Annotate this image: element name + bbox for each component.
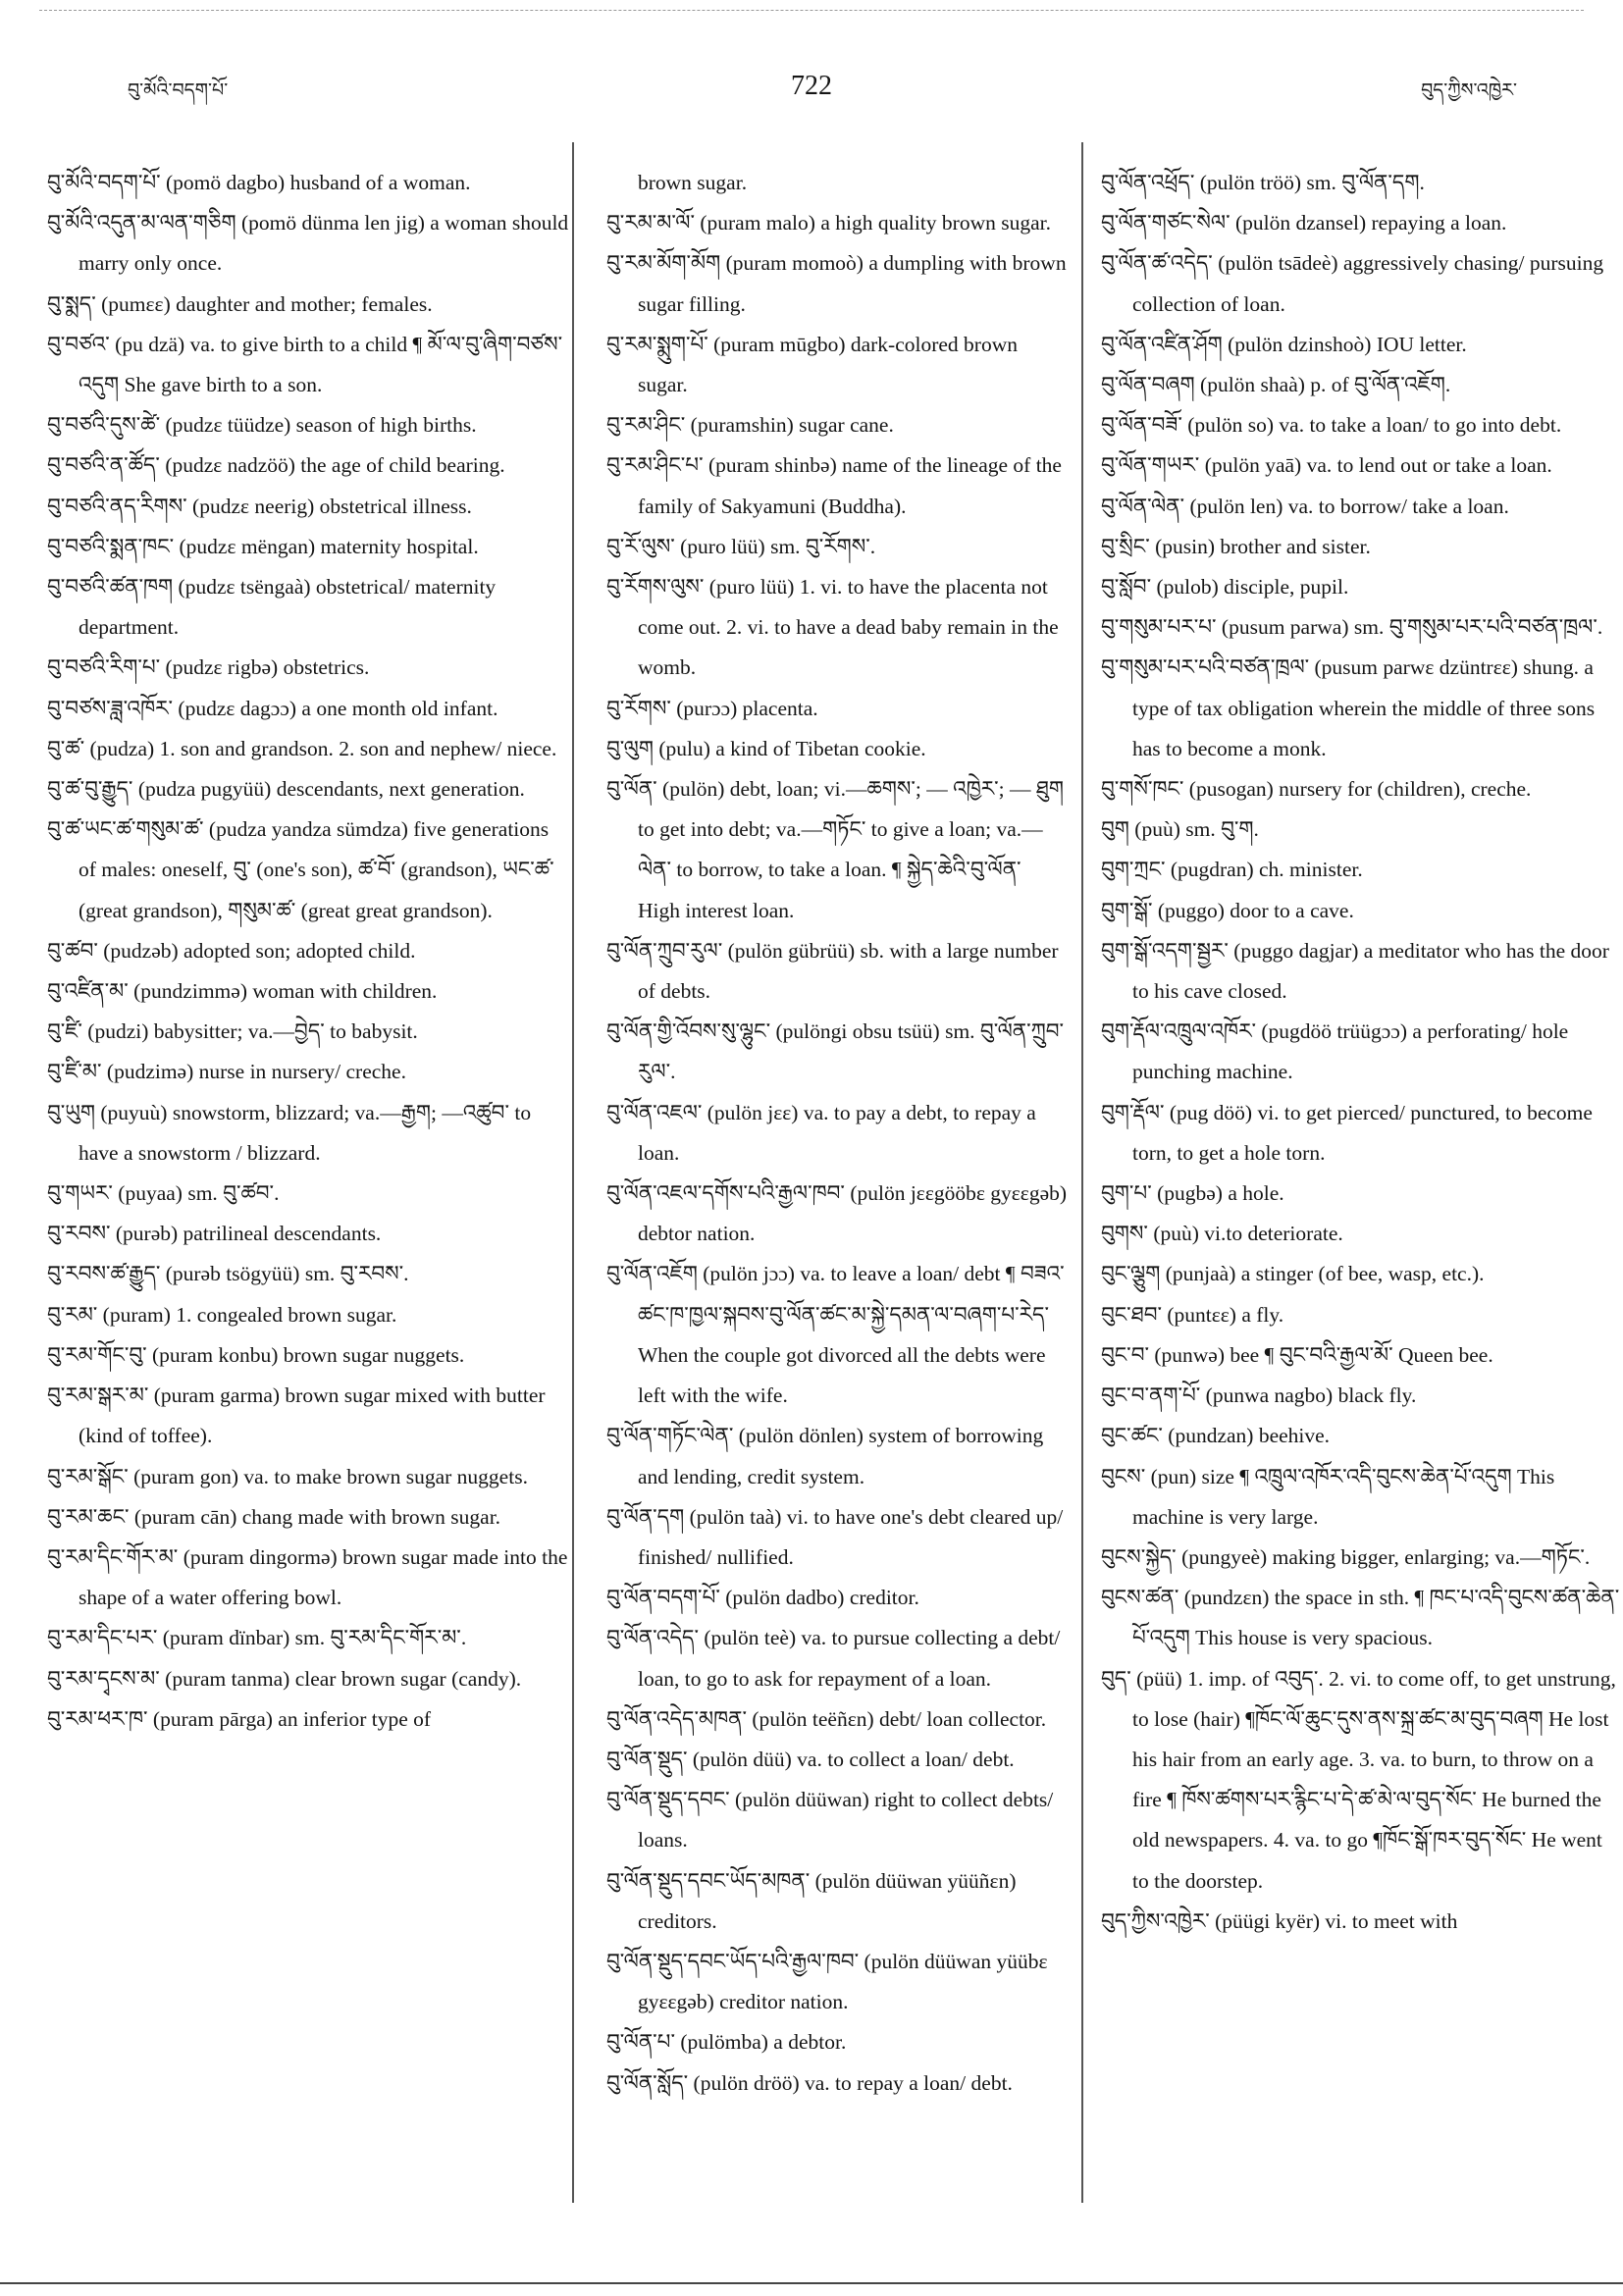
- page-number: 722: [791, 71, 832, 101]
- dictionary-entry: བུ་ལོན་འཛིན་ཤོག (pulön dzinshoò) IOU letter.: [1101, 332, 1467, 356]
- dictionary-entry: བུ་རམ་མོག་མོག (puram momoò) a dumpling with brown sugar filling.: [606, 251, 1067, 316]
- dictionary-entry: བུ་རམ་ཆང་ (puram cān) chang made with brown sugar.: [47, 1504, 501, 1529]
- running-head-right: བུད་ཀྱིས་འཁྱེར་: [1421, 79, 1517, 101]
- dictionary-entry: བུ་ལུག (pulu) a kind of Tibetan cookie.: [606, 736, 926, 760]
- dictionary-entry: བུགས་ (puù) vi.to deteriorate.: [1101, 1222, 1343, 1246]
- dictionary-entry: བུ་ལོན་གྱི་འོབས་སུ་ལྷུང་ (pulöngi obsu tsüü) sm. བུ་ལོན་ཀྲུབ་རུལ་.: [606, 1019, 1065, 1084]
- dictionary-entry: བུ་བཙས་ཟླ་འཁོར་ (pudzε dagɔɔ) a one month old infant.: [47, 696, 498, 720]
- dictionary-entry: བུ་ལོན་འཕྲོད་ (pulön tröö) sm. བུ་ལོན་དག.: [1101, 171, 1425, 194]
- column-right: [1101, 163, 1621, 1942]
- dictionary-entry: བུ་ལོན་ཚ་འདེད་ (pulön tsādeè) aggressively chasing/ pursuing collection of loan.: [1101, 251, 1604, 316]
- dictionary-entry: བུ་གསུམ་པར་པ་ (pusum parwa) sm. བུ་གསུམ་པར་པའི་བཙན་ཁྲལ་.: [1101, 615, 1603, 640]
- dictionary-entry: བུ་ཚ་བུ་རྒྱུད་ (pudza pugyüü) descendants, next generation.: [47, 777, 525, 802]
- column-divider: [1081, 142, 1083, 2203]
- dictionary-entry: བུ་རབས་ (purəb) patrilineal descendants.: [47, 1222, 382, 1246]
- dictionary-entry: བུ་སློབ་ (pulob) disciple, pupil.: [1101, 575, 1349, 600]
- dictionary-entry: བུ་རམ་ཤིང་ (puramshin) sugar cane.: [606, 413, 894, 438]
- column-middle: [606, 163, 1068, 2104]
- dictionary-entry: བུང་བ་ནག་པོ་ (punwa nagbo) black fly.: [1101, 1383, 1417, 1408]
- dictionary-entry: བུ་བཙའི་རིག་པ་ (pudzε rigbə) obstetrics.: [47, 655, 370, 680]
- dictionary-entry: བུ་བཙའི་ནད་རིགས་ (pudzε neerig) obstetrical illness.: [47, 494, 472, 518]
- dictionary-entry: བུ་ལོན་འཇོག (pulön jɔɔ) va. to leave a loan/ debt ¶ བཟའ་ཚང་ཁ་ཁྱལ་སྐབས་བུ་ལོན་ཚང་མ་སྐྱེ་དམན་ལ་བཞག་པ་རེད་ When the couple got divorced all the debts were left with the wife.: [606, 1262, 1065, 1408]
- dictionary-entry: བུག་སྒོ་ (puggo) door to a cave.: [1101, 898, 1354, 922]
- dictionary-entry: བུ་ལོན་སྡུད་དབང་ (pulön düüwan) right to collect debts/ loans.: [606, 1788, 1054, 1852]
- column-divider: [572, 142, 574, 2203]
- dictionary-entry: བུ་རམ་སྒར་མ་ (puram garma) brown sugar mixed with butter (kind of toffee).: [47, 1383, 546, 1448]
- dictionary-entry: བུ་ལོན་བཟོ་ (pulön so) va. to take a loan/ to go into debt.: [1101, 413, 1562, 438]
- dictionary-entry: བུངས་ (pun) size ¶ འཁྲུལ་འཁོར་འདི་བུངས་ཆེན་པོ་འདུག This machine is very large.: [1101, 1464, 1555, 1529]
- running-head-left: བུ་མོའི་བདག་པོ་: [128, 79, 229, 101]
- dictionary-entry: བུ་བཙའི་དུས་ཚེ་ (pudzε tüüdze) season of high births.: [47, 413, 477, 438]
- dictionary-entry: བུ་རབས་ཚ་རྒྱུད་ (purəb tsögyüü) sm. བུ་རབས་.: [47, 1262, 409, 1286]
- dictionary-entry: བུ་བཙའི་སྨན་ཁང་ (pudzε mëngan) maternity hospital.: [47, 534, 479, 558]
- dictionary-entry: བུ་ལོན་བདག་པོ་ (pulön dadbo) creditor.: [606, 1586, 919, 1610]
- entry-continuation: brown sugar.: [638, 171, 748, 194]
- dictionary-entry: བུ་ལོན་སྡུད་ (pulön düü) va. to collect a loan/ debt.: [606, 1747, 1015, 1771]
- dictionary-entry: བུ་སྲིང་ (pusin) brother and sister.: [1101, 534, 1371, 558]
- dictionary-entry: བུ་བཙའི་ན་ཚོད་ (pudzε nadzöö) the age of child bearing.: [47, 453, 505, 478]
- dictionary-entry: བུ་རམ་དིང་གོར་མ་ (puram dingormə) brown sugar made into the shape of a water offering bowl.: [47, 1544, 568, 1610]
- dictionary-entry: བུ་ལོན་འདེད་ (pulön teè) va. to pursue collecting a debt/ loan, to go to ask for repayment of a loan.: [606, 1626, 1061, 1691]
- dictionary-entry: བུ་ཚ་ (pudza) 1. son and grandson. 2. son and nephew/ niece.: [47, 736, 557, 760]
- dictionary-entry: བུ་ལོན་འདེད་མཁན་ (pulön teëñεn) debt/ loan collector.: [606, 1706, 1047, 1731]
- dictionary-entry: བུ་འཛིན་མ་ (pundzimmə) woman with children.: [47, 979, 438, 1004]
- column-left: [47, 163, 569, 1740]
- dictionary-entry: བུ་ཛི་ (pudzi) babysitter; va.—བྱེད་ to babysit.: [47, 1019, 418, 1044]
- dictionary-entry: བུག་པ་ (pugbə) a hole.: [1101, 1181, 1284, 1206]
- dictionary-entry: བུག་སྒོ་འདག་སྦྱར་ (puggo dagjar) a meditator who has the door to his cave closed.: [1101, 938, 1609, 1004]
- dictionary-entry: བུག་རྡོལ་ (pug döö) vi. to get pierced/ punctured, to become torn, to get a hole torn.: [1101, 1100, 1593, 1165]
- dictionary-entry: བུང་བ་ (punwə) bee ¶ བུང་བའི་རྒྱལ་མོ་ Queen bee.: [1101, 1342, 1493, 1367]
- dictionary-entry: བུ་ལོན་གཙང་སེལ་ (pulön dzansel) repaying a loan.: [1101, 211, 1507, 235]
- dictionary-entry: བུ་བཙའ་ (pu dzä) va. to give birth to a child ¶ མོ་ལ་བུ་ཞིག་བཙས་འདུག She gave birth to a son.: [47, 332, 563, 397]
- dictionary-entry: བུ་རམ་ཤིང་པ་ (puram shinbə) name of the lineage of the family of Sakyamuni (Buddha).: [606, 453, 1062, 518]
- dictionary-entry: བུ་རམ་དིང་པར་ (puram dïnbar) sm. བུ་རམ་དིང་གོར་མ་.: [47, 1626, 467, 1650]
- dictionary-entry: བུ་ཡུག (puyuù) snowstorm, blizzard; va.—རྒྱག; —འཚུབ་ to have a snowstorm / blizzard.: [47, 1100, 532, 1165]
- dictionary-entry: བུ་ལོན་པ་ (pulömba) a debtor.: [606, 2030, 847, 2055]
- dictionary-entry: བུ་ཛི་མ་ (pudzimə) nurse in nursery/ creche.: [47, 1060, 406, 1084]
- dictionary-entry: བུ་རམ་སྒོང་ (puram gon) va. to make brown sugar nuggets.: [47, 1464, 528, 1488]
- dictionary-entry: བུ་ལོན་བཞག (pulön shaà) p. of བུ་ལོན་འཇོག.: [1101, 373, 1451, 397]
- dictionary-entry: བུ་གསོ་ཁང་ (pusogan) nursery for (children), creche.: [1101, 777, 1532, 802]
- dictionary-entry: བུག (puù) sm. བུ་ག.: [1101, 817, 1259, 842]
- dictionary-entry: བུ་གཡར་ (puyaa) sm. བུ་ཚབ་.: [47, 1181, 280, 1206]
- dictionary-entry: བུག་རྡོལ་འཁྲུལ་འཁོར་ (pugdöö trüügɔɔ) a perforating/ hole punching machine.: [1101, 1019, 1569, 1084]
- dictionary-entry: བུ་ལོན་ (pulön) debt, loan; vi.—ཆགས་; — འཁྱེར་; — ཐུག to get into debt; va.—གཏོང་ to give a loan; va.—ལེན་ to borrow, to take a loan. ¶ སྐྱེད་ཆེའི་བུ་ལོན་ High interest loan.: [606, 777, 1065, 922]
- dictionary-entry: བུངས་སྐྱེད་ (pungyeè) making bigger, enlarging; va.—གཏོང་.: [1101, 1544, 1591, 1569]
- dictionary-entry: བུ་ལོན་སློད་ (pulön drӧö) va. to repay a loan/ debt.: [606, 2070, 1013, 2095]
- bottom-border: [0, 2282, 1623, 2284]
- dictionary-entry: བུ་ལོན་སྡུད་དབང་ཡོད་པའི་རྒྱལ་ཁབ་ (pulön düüwan yüübε gyεεgəb) creditor nation.: [606, 1949, 1048, 2014]
- dictionary-entry: བུ་རམ་གོང་བུ་ (puram konbu) brown sugar nuggets.: [47, 1342, 465, 1367]
- dictionary-entry: བུ་རོགས་ལུས་ (puro lüü) 1. vi. to have the placenta not come out. 2. vi. to have a dead baby remain in the womb.: [606, 575, 1059, 680]
- dictionary-entry: བུ་རམ་དྭངས་མ་ (puram tanma) clear brown sugar (candy).: [47, 1666, 522, 1691]
- dictionary-entry: བུ་རམ་སྨུག་པོ་ (puram mūgbo) dark-colored brown sugar.: [606, 332, 1018, 397]
- dictionary-entry: བུ་བཙའི་ཚན་ཁག (pudzε tsëngaà) obstetrical/ maternity department.: [47, 575, 497, 640]
- dictionary-entry: བུང་ཐབ་ (puntεε) a fly.: [1101, 1302, 1284, 1327]
- dictionary-entry: བུང་ཚང་ (pundzan) beehive.: [1101, 1424, 1331, 1448]
- dictionary-entry: བུ་ལོན་འཇལ་ (pulön jεε) va. to pay a debt, to repay a loan.: [606, 1100, 1036, 1165]
- dictionary-entry: བུད་ (püü) 1. imp. of འབུད་. 2. vi. to come off, to get unstrung, to lose (hair) ¶ཁོང་ལོ་ཆུང་དུས་ནས་སྐྲ་ཚང་མ་བུད་བཞག He lost his hair from an early age. 3. va. to burn, to throw on a fire ¶ ཁོས་ཚགས་པར་རྙིང་པ་དེ་ཚ་མེ་ལ་བུད་སོང་ He burned the old newspapers. 4. va. to go ¶ཁོང་སྒོ་ཁར་བུད་སོང་ He went to the doorstep.: [1101, 1666, 1616, 1893]
- dictionary-entry: བུ་ལོན་འཇལ་དགོས་པའི་རྒྱལ་ཁབ་ (pulön jεεgööbε gyεεgəb) debtor nation.: [606, 1181, 1068, 1246]
- dictionary-entry: བུངས་ཚན་ (pundzεn) the space in sth. ¶ ཁང་པ་འདི་བུངས་ཚན་ཆེན་པོ་འདུག This house is very spacious.: [1101, 1586, 1620, 1650]
- dictionary-entry: བུ་ལོན་ལེན་ (pulön len) va. to borrow/ take a loan.: [1101, 494, 1509, 518]
- dictionary-entry: བུ་རམ་མ་ལོ་ (puram malo) a high quality brown sugar.: [606, 211, 1051, 235]
- dictionary-entry: བུ་ལོན་གཡར་ (pulön yaā) va. to lend out or take a loan.: [1101, 453, 1552, 478]
- dictionary-entry: བུད་ཀྱིས་འཁྱེར་ (püügi kyër) vi. to meet with: [1101, 1908, 1458, 1933]
- dictionary-entry: བུ་ཚ་ཡང་ཚ་གསུམ་ཚ་ (pudza yandza sümdza) five generations of males: oneself, བུ་ (one's son), ཚ་བོ་ (grandson), ཡང་ཚ་ (great grandson), གསུམ་ཚ་ (great great grandson).: [47, 817, 554, 922]
- dictionary-entry: བུ་ལོན་སྡུད་དབང་ཡོད་མཁན་ (pulön düüwan yüüñεn) creditors.: [606, 1868, 1017, 1933]
- top-border: [39, 10, 1584, 11]
- dictionary-entry: བུ་རམ་ (puram) 1. congealed brown sugar.: [47, 1302, 397, 1327]
- dictionary-entry: བུ་རོ་ལུས་ (puro lüü) sm. བུ་རོགས་.: [606, 534, 876, 558]
- dictionary-entry: བུ་ཚབ་ (pudzəb) adopted son; adopted child.: [47, 938, 416, 963]
- dictionary-entry: བུ་ལོན་གཏོང་ལེན་ (pulön dönlen) system of borrowing and lending, credit system.: [606, 1424, 1044, 1488]
- dictionary-entry: བུག་ཀྲང་ (pugdran) ch. minister.: [1101, 858, 1363, 882]
- dictionary-entry: བུ་རོགས་ (purɔɔ) placenta.: [606, 696, 818, 720]
- dictionary-entry: བུ་ལོན་ཀྲུབ་རུལ་ (pulön gübrüü) sb. with a large number of debts.: [606, 938, 1059, 1004]
- dictionary-entry: བུ་རམ་ཕར་ཁ་ (puram pārga) an inferior type of: [47, 1706, 432, 1731]
- dictionary-entry: བུ་གསུམ་པར་པའི་བཙན་ཁྲལ་ (pusum parwε dzüntrεε) shung. a type of tax obligation wherein the middle of three sons has to become a monk.: [1101, 655, 1596, 760]
- dictionary-entry: བུང་ལྕུག (punjaà) a stinger (of bee, wasp, etc.).: [1101, 1262, 1485, 1286]
- dictionary-entry: བུ་མོའི་བདག་པོ་ (pomö dagbo) husband of a woman.: [47, 171, 471, 194]
- dictionary-entry: བུ་མོའི་འདུན་མ་ལན་གཅིག (pomö dünma len jig) a woman should marry only once.: [47, 211, 569, 276]
- dictionary-entry: བུ་ལོན་དག (pulön taà) vi. to have one's debt cleared up/ finished/ nullified.: [606, 1504, 1064, 1569]
- dictionary-entry: བུ་སྨད་ (pumεε) daughter and mother; females.: [47, 291, 433, 316]
